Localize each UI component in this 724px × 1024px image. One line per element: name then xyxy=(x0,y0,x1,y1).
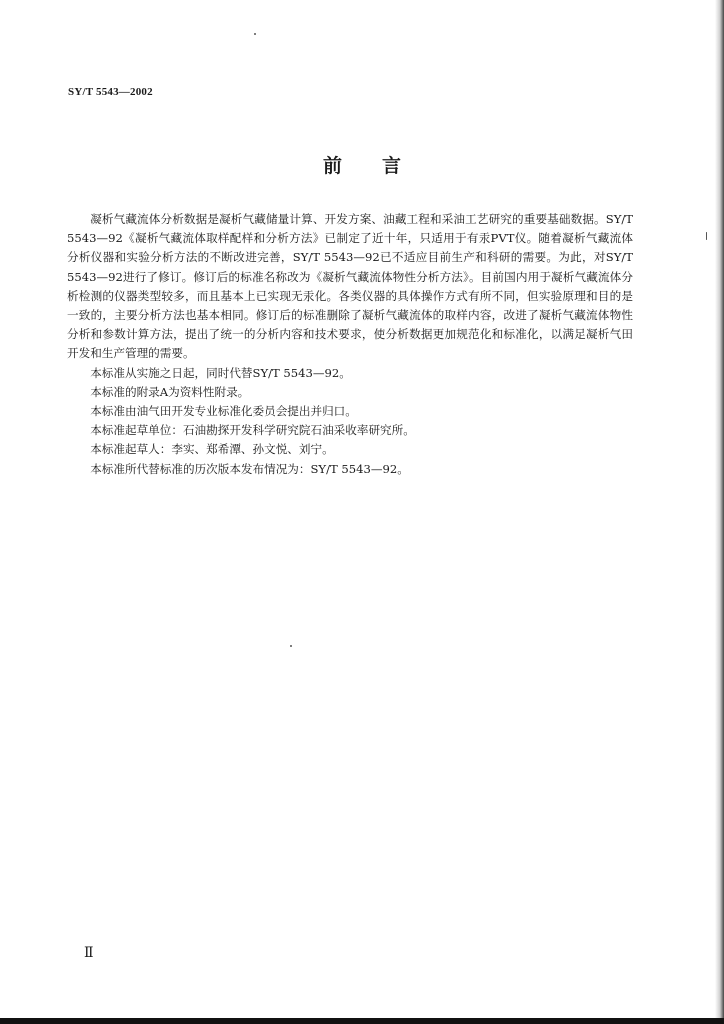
scan-speck xyxy=(706,232,707,240)
foreword-title xyxy=(0,151,724,178)
foreword-body xyxy=(67,210,633,479)
paragraph-replaces: 本标准从实施之日起，同时代替SY/T 5543—92。 xyxy=(90,365,351,380)
foreword-title-char-1: 前 xyxy=(322,155,342,177)
page-number: Ⅱ xyxy=(84,946,94,961)
paragraph-history: 本标准所代替标准的历次版本发布情况为：SY/T 5543—92。 xyxy=(90,461,409,476)
paragraph-intro: 凝析气藏流体分析数据是凝析气藏储量计算、开发方案、油藏工程和采油工艺研究的重要基础数据。SY/T 5543—92《凝析气藏流体取样配样和分析方法》已制定了近十年，只适用于有汞PVT仪。随着凝析气藏流体分析仪器和实验分析方法的不断改进完善，SY/T 5543—92已不适应目前生产和科研的需要。为此，对SY/T 5543—92进行了修订。修订后的标准名称改为《凝析气藏流体物性分析方法》。目前国内用于凝析气藏流体分析检测的仪器类型较多，而且基本上已实现无汞化。各类仪器的具体操作方式有所不同，但实验原理和目的是一致的，主要分析方法也基本相同。修订后的标准删除了凝析气藏流体的取样内容，改进了凝析气藏流体物性分析和参数计算方法，提出了统一的分析内容和技术要求，使分析数据更加规范化和标准化，以满足凝析气田开发和生产管理的需要。 xyxy=(67,212,633,361)
standard-code-header: SY/T 5543—2002 xyxy=(68,86,153,98)
paragraph-annex: 本标准的附录A为资料性附录。 xyxy=(90,384,250,399)
scan-binding-edge xyxy=(715,0,724,1024)
scan-speck xyxy=(254,33,256,35)
scan-bottom-edge xyxy=(0,1018,724,1024)
paragraph-proposer: 本标准由油气田开发专业标准化委员会提出并归口。 xyxy=(90,404,357,419)
scan-speck xyxy=(290,645,292,647)
foreword-title-char-2: 言 xyxy=(382,155,402,177)
paragraph-drafters: 本标准起草人：李实、郑希潭、孙文悦、刘宁。 xyxy=(90,442,334,457)
paragraph-drafting-unit: 本标准起草单位：石油勘探开发科学研究院石油采收率研究所。 xyxy=(90,423,415,438)
